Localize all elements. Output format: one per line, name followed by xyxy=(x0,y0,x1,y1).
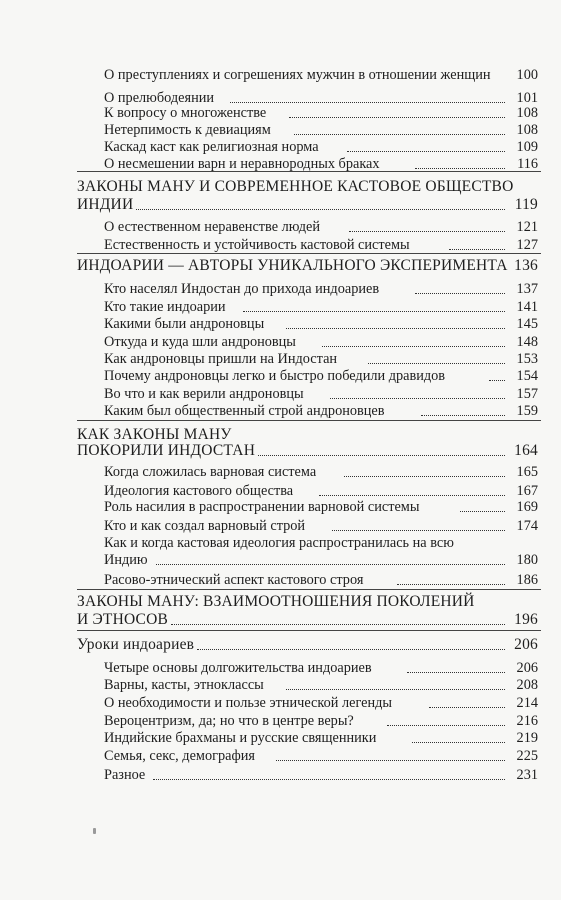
entry-title: Каким был общественный строй андроновцев xyxy=(104,403,385,419)
dot-leader xyxy=(429,707,505,708)
entry-title: Кто такие индоарии xyxy=(104,299,226,315)
dot-leader xyxy=(344,476,505,477)
entry-title: Четыре основы долгожительства индоариев xyxy=(104,660,372,676)
dot-leader xyxy=(489,380,505,381)
page-number: 119 xyxy=(514,196,538,213)
dot-leader xyxy=(322,346,505,347)
dot-leader xyxy=(153,779,505,780)
page-number: 154 xyxy=(516,368,538,384)
dot-leader xyxy=(330,398,505,399)
page-number: 157 xyxy=(516,386,538,402)
entry-title: Кто и как создал варновый строй xyxy=(104,518,306,534)
page-number: 174 xyxy=(516,518,538,534)
page-number: 225 xyxy=(516,748,538,764)
entry-title: О преступлениях и согрешениях мужчин в отношении женщин xyxy=(104,67,491,83)
entry-title: Расово-этнический аспект кастового строя xyxy=(104,572,364,588)
page-number: 108 xyxy=(516,122,538,138)
dot-leader xyxy=(412,742,505,743)
page-number: 219 xyxy=(516,730,538,746)
dot-leader xyxy=(415,168,505,169)
dot-leader xyxy=(230,102,505,103)
section-title: И ЭТНОСОВ xyxy=(77,611,169,628)
dot-leader xyxy=(407,672,505,673)
entry-title: Откуда и куда шли андроновцы xyxy=(104,334,296,350)
entry-title: Нетерпимость к девиациям xyxy=(104,122,271,138)
dot-leader xyxy=(243,311,505,312)
entry-title: Кто населял Индостан до прихода индоариев xyxy=(104,281,380,297)
page-number: 137 xyxy=(516,281,538,297)
page-number: 165 xyxy=(516,464,538,480)
entry-title: Как андроновцы пришли на Индостан xyxy=(104,351,338,367)
page-number: 145 xyxy=(516,316,538,332)
page-number: 148 xyxy=(516,334,538,350)
entry-title: К вопросу о многоженстве xyxy=(104,105,267,121)
page-blemish xyxy=(93,828,96,834)
entry-title: Почему андроновцы легко и быстро победили дравидов xyxy=(104,368,446,384)
page-number: 196 xyxy=(514,611,538,628)
entry-title: Варны, касты, этноклассы xyxy=(104,677,264,693)
dot-leader xyxy=(294,134,505,135)
entry-title: Индийские брахманы и русские священники xyxy=(104,730,377,746)
page-number: 164 xyxy=(514,442,538,459)
dot-leader xyxy=(286,328,505,329)
page-number: 121 xyxy=(516,219,538,235)
dot-leader xyxy=(289,117,505,118)
dot-leader xyxy=(449,249,505,250)
page-number: 127 xyxy=(516,237,538,253)
section-rule xyxy=(77,420,541,421)
section-title: КАК ЗАКОНЫ МАНУ xyxy=(77,426,232,443)
dot-leader xyxy=(397,584,505,585)
entry-title: Идеология кастового общества xyxy=(104,483,294,499)
page-number: 101 xyxy=(516,90,538,106)
entry-title: Разное xyxy=(104,767,146,783)
dot-leader xyxy=(136,209,505,210)
page-number: 186 xyxy=(516,572,538,588)
page-number: 206 xyxy=(516,660,538,676)
entry-title: Роль насилия в распространении варновой системы xyxy=(104,499,420,515)
entry-title: Как и когда кастовая идеология распространилась на всю xyxy=(104,535,454,551)
page-number: 231 xyxy=(516,767,538,783)
section-title: ИНДИИ xyxy=(77,196,134,213)
entry-title: Во что и как верили андроновцы xyxy=(104,386,304,402)
page-number: 180 xyxy=(516,552,538,568)
dot-leader xyxy=(368,363,505,364)
page-number: 167 xyxy=(516,483,538,499)
dot-leader xyxy=(421,415,505,416)
section-rule xyxy=(77,589,541,590)
section-title: ИНДОАРИИ — АВТОРЫ УНИКАЛЬНОГО ЭКСПЕРИМЕНТА xyxy=(77,257,508,274)
dot-leader xyxy=(197,649,505,650)
entry-title: О прелюбодеянии xyxy=(104,90,215,106)
entry-title: Семья, секс, демография xyxy=(104,748,255,764)
entry-title: Каскад каст как религиозная норма xyxy=(104,139,319,155)
entry-title: Когда сложилась варновая система xyxy=(104,464,317,480)
section-title: ПОКОРИЛИ ИНДОСТАН xyxy=(77,442,256,459)
entry-title: Какими были андроновцы xyxy=(104,316,265,332)
section-title: Уроки индоариев xyxy=(77,636,195,653)
entry-title: О необходимости и пользе этнической легенды xyxy=(104,695,393,711)
page-number: 214 xyxy=(516,695,538,711)
page-number: 109 xyxy=(516,139,538,155)
section-rule xyxy=(77,630,541,631)
page-number: 216 xyxy=(516,713,538,729)
page-number: 153 xyxy=(516,351,538,367)
section-title: ЗАКОНЫ МАНУ: ВЗАИМООТНОШЕНИЯ ПОКОЛЕНИЙ xyxy=(77,593,475,610)
section-title: ЗАКОНЫ МАНУ И СОВРЕМЕННОЕ КАСТОВОЕ ОБЩЕСТВО xyxy=(77,178,514,195)
dot-leader xyxy=(171,624,505,625)
dot-leader xyxy=(387,725,505,726)
dot-leader xyxy=(349,231,505,232)
entry-title: Индию xyxy=(104,552,148,568)
dot-leader xyxy=(156,564,505,565)
entry-title: Естественность и устойчивость кастовой системы xyxy=(104,237,410,253)
page-number: 206 xyxy=(514,636,538,653)
dot-leader xyxy=(276,760,505,761)
page-number: 169 xyxy=(516,499,538,515)
page-number: 108 xyxy=(516,105,538,121)
dot-leader xyxy=(415,293,505,294)
entry-title: О естественном неравенстве людей xyxy=(104,219,320,235)
page-number: 100 xyxy=(516,67,538,83)
page-number: 159 xyxy=(516,403,538,419)
page-number: 116 xyxy=(517,156,538,172)
entry-title: О несмешении варн и неравнородных браках xyxy=(104,156,380,172)
entry-title: Вероцентризм, да; но что в центре веры? xyxy=(104,713,354,729)
page-number: 136 xyxy=(514,257,538,274)
dot-leader xyxy=(319,495,505,496)
dot-leader xyxy=(347,151,505,152)
dot-leader xyxy=(258,455,505,456)
page-number: 208 xyxy=(516,677,538,693)
dot-leader xyxy=(332,530,505,531)
dot-leader xyxy=(460,511,505,512)
dot-leader xyxy=(286,689,505,690)
page-number: 141 xyxy=(516,299,538,315)
